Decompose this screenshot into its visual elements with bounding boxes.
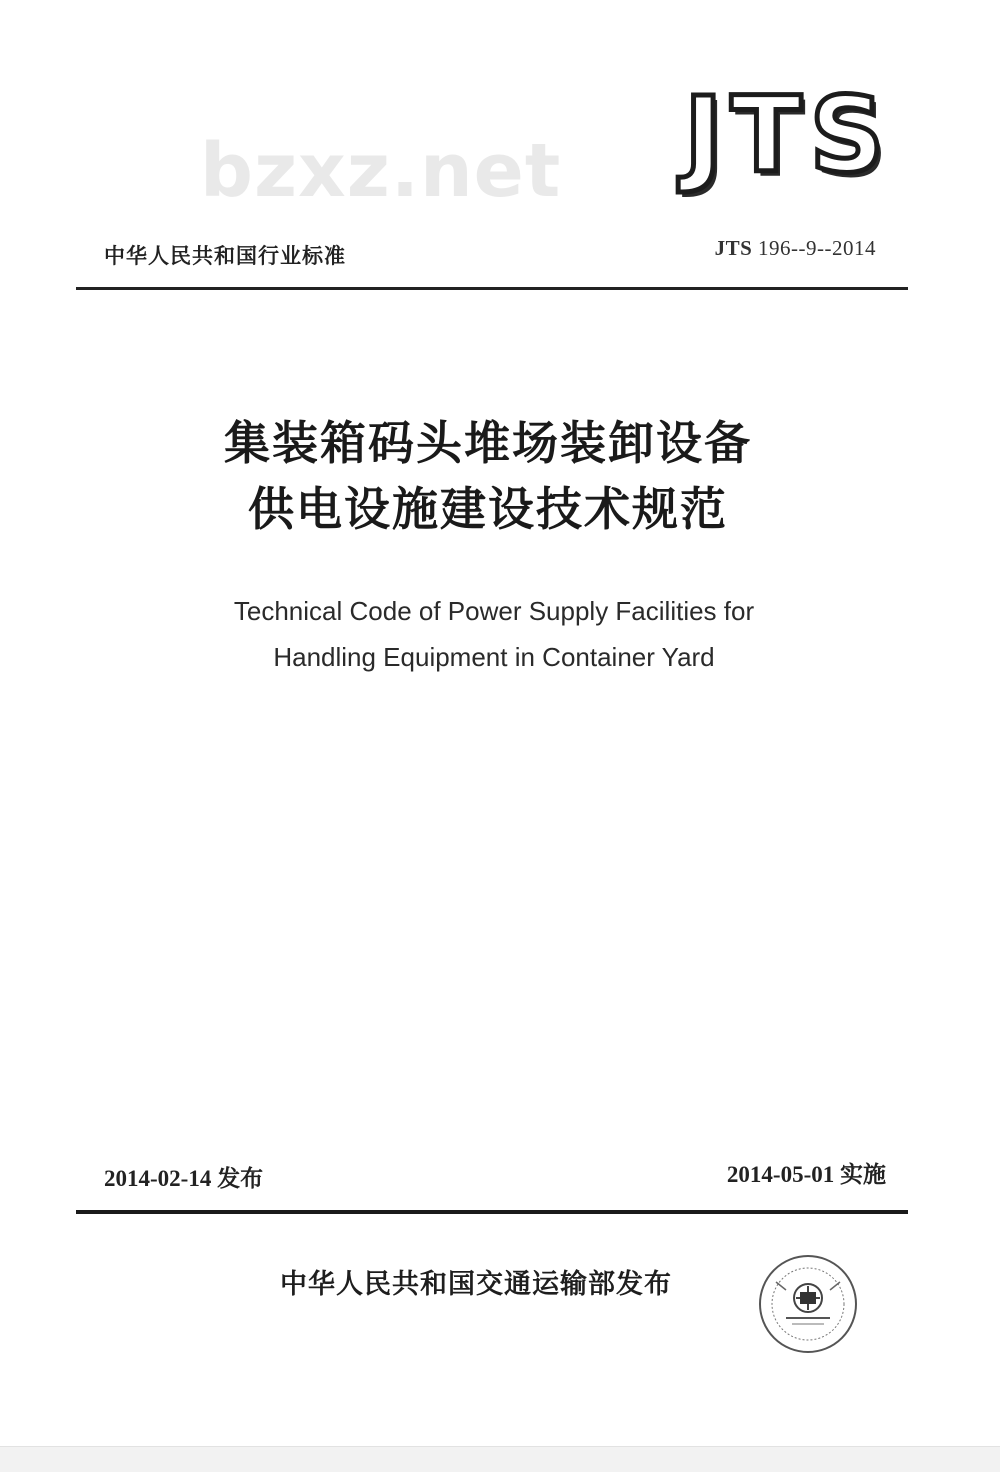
issue-date: [104, 1160, 263, 1193]
official-seal-icon: [756, 1252, 860, 1356]
chinese-title-line-1: 集装箱码头堆场装卸设备: [224, 416, 752, 470]
bottom-divider: [76, 1210, 908, 1214]
chinese-title: [0, 410, 1000, 542]
english-title-line-2: Handling Equipment in Container Yard: [273, 642, 715, 672]
watermark: bzxz.net: [200, 128, 562, 214]
jts-logo: JTS: [684, 74, 893, 196]
issue-date-label: 发布: [217, 1166, 264, 1191]
chinese-title-line-2: 供电设施建设技术规范: [248, 482, 728, 536]
standard-category: 中华人民共和国行业标准: [104, 244, 346, 268]
page-bottom-strip: [0, 1446, 1000, 1472]
english-title: [0, 588, 1000, 680]
publisher: 中华人民共和国交通运输部发布: [280, 1269, 672, 1300]
issue-date-value: 2014-02-14: [104, 1166, 212, 1191]
code-prefix: JTS: [714, 236, 753, 260]
implement-date: [727, 1156, 886, 1189]
implement-date-value: 2014-05-01: [726, 1162, 835, 1187]
top-divider: [76, 287, 908, 290]
standard-code: [715, 236, 876, 261]
english-title-line-1: Technical Code of Power Supply Facilities for: [233, 596, 755, 626]
code-number: 196--9--2014: [758, 236, 876, 260]
implement-date-label: 实施: [840, 1162, 886, 1187]
